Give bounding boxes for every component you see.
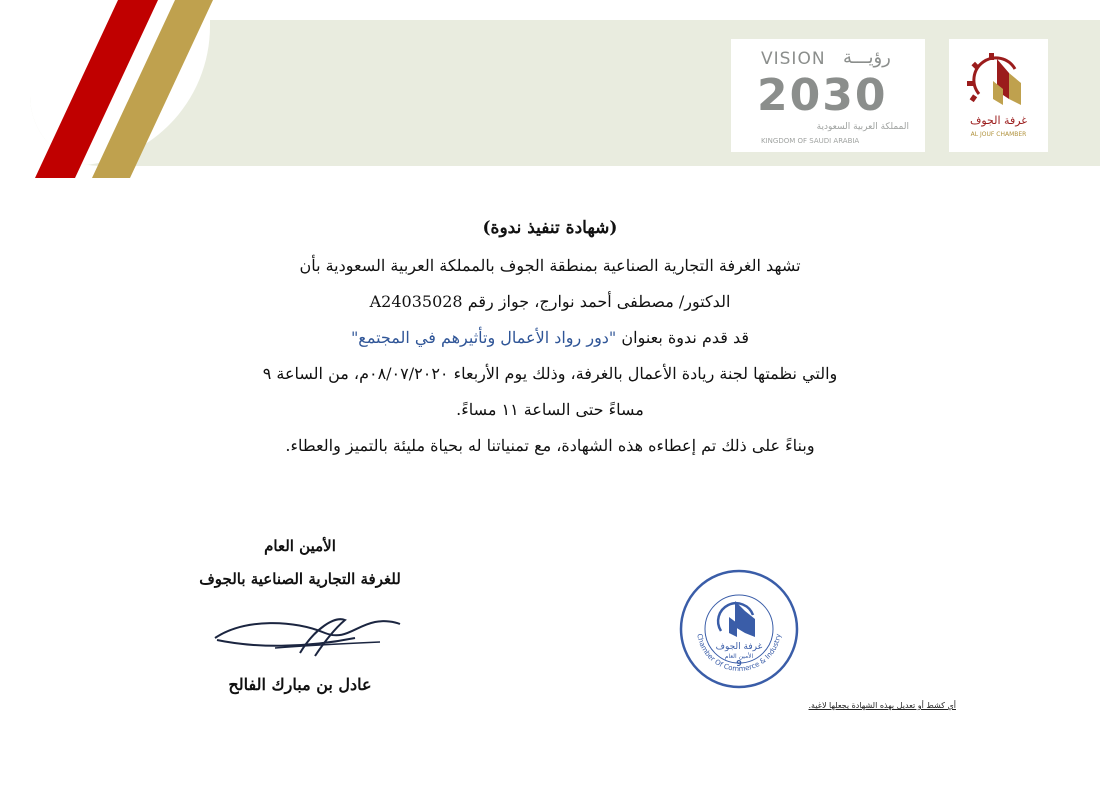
recipient-text: الدكتور/ مصطفى أحمد نوارج، جواز رقم A24035028 <box>369 292 731 311</box>
certificate-line-6: وبناءً على ذلك تم إعطاءه هذه الشهادة، مع تمنياتنا له بحياة مليئة بالتميز والعطاء. <box>285 436 815 455</box>
decorative-stripes <box>0 0 260 190</box>
official-stamp <box>675 565 803 693</box>
signer-name: عادل بن مبارك الفالح <box>228 675 372 694</box>
footer-warning-note: أي كشط أو تعديل بهذه الشهادة يجعلها لاغية. <box>808 701 956 710</box>
stamp-gear-icon <box>718 601 755 637</box>
certificate-line-2 <box>170 284 930 320</box>
certificate-body <box>170 210 930 464</box>
vision-2030-logo <box>731 39 925 152</box>
chamber-gear-icon <box>949 39 1048 119</box>
seminar-topic: "دور رواد الأعمال وتأثيرهم في المجتمع" <box>350 328 617 347</box>
seminar-prefix: قد قدم ندوة بعنوان <box>621 328 750 347</box>
stamp-arabic-name: غرفة الجوف <box>715 642 763 652</box>
stamp-number: 9 <box>736 659 742 668</box>
chamber-name-en: AL JOUF CHAMBER <box>970 131 1027 138</box>
vision-word: VISION <box>761 49 826 69</box>
vision-kingdom-ar: المملكة العربية السعودية <box>816 122 909 132</box>
stamp-english-text: Chamber Of Commerce & Industry <box>695 633 783 674</box>
certificate-title: (شهادة تنفيذ ندوة) <box>482 218 618 238</box>
signer-role: الأمين العام <box>264 537 336 555</box>
certificate-line-1: تشهد الغرفة التجارية الصناعية بمنطقة الجوف بالمملكة العربية السعودية بأن <box>299 256 801 275</box>
al-jouf-chamber-logo <box>949 39 1048 152</box>
certificate-line-4: والتي نظمتها لجنة ريادة الأعمال بالغرفة، وذلك يوم الأربعاء ٠٨/٠٧/٢٠٢٠م، من الساعة ٩ <box>262 364 838 383</box>
stamp-arabic-role: الأمين العام <box>724 653 754 660</box>
vision-arabic-word: رؤيـــة <box>843 47 891 68</box>
signature-block <box>150 530 450 596</box>
vision-year: 2030 <box>757 70 888 121</box>
certificate-line-3 <box>170 320 930 356</box>
certificate-line-5: مساءً حتى الساعة ١١ مساءً. <box>456 400 644 419</box>
vision-kingdom-en: KINGDOM OF SAUDI ARABIA <box>761 137 860 145</box>
signer-organization: للغرفة التجارية الصناعية بالجوف <box>199 570 401 588</box>
chamber-name-ar: غرفة الجوف <box>969 114 1028 127</box>
handwritten-signature <box>205 608 405 668</box>
